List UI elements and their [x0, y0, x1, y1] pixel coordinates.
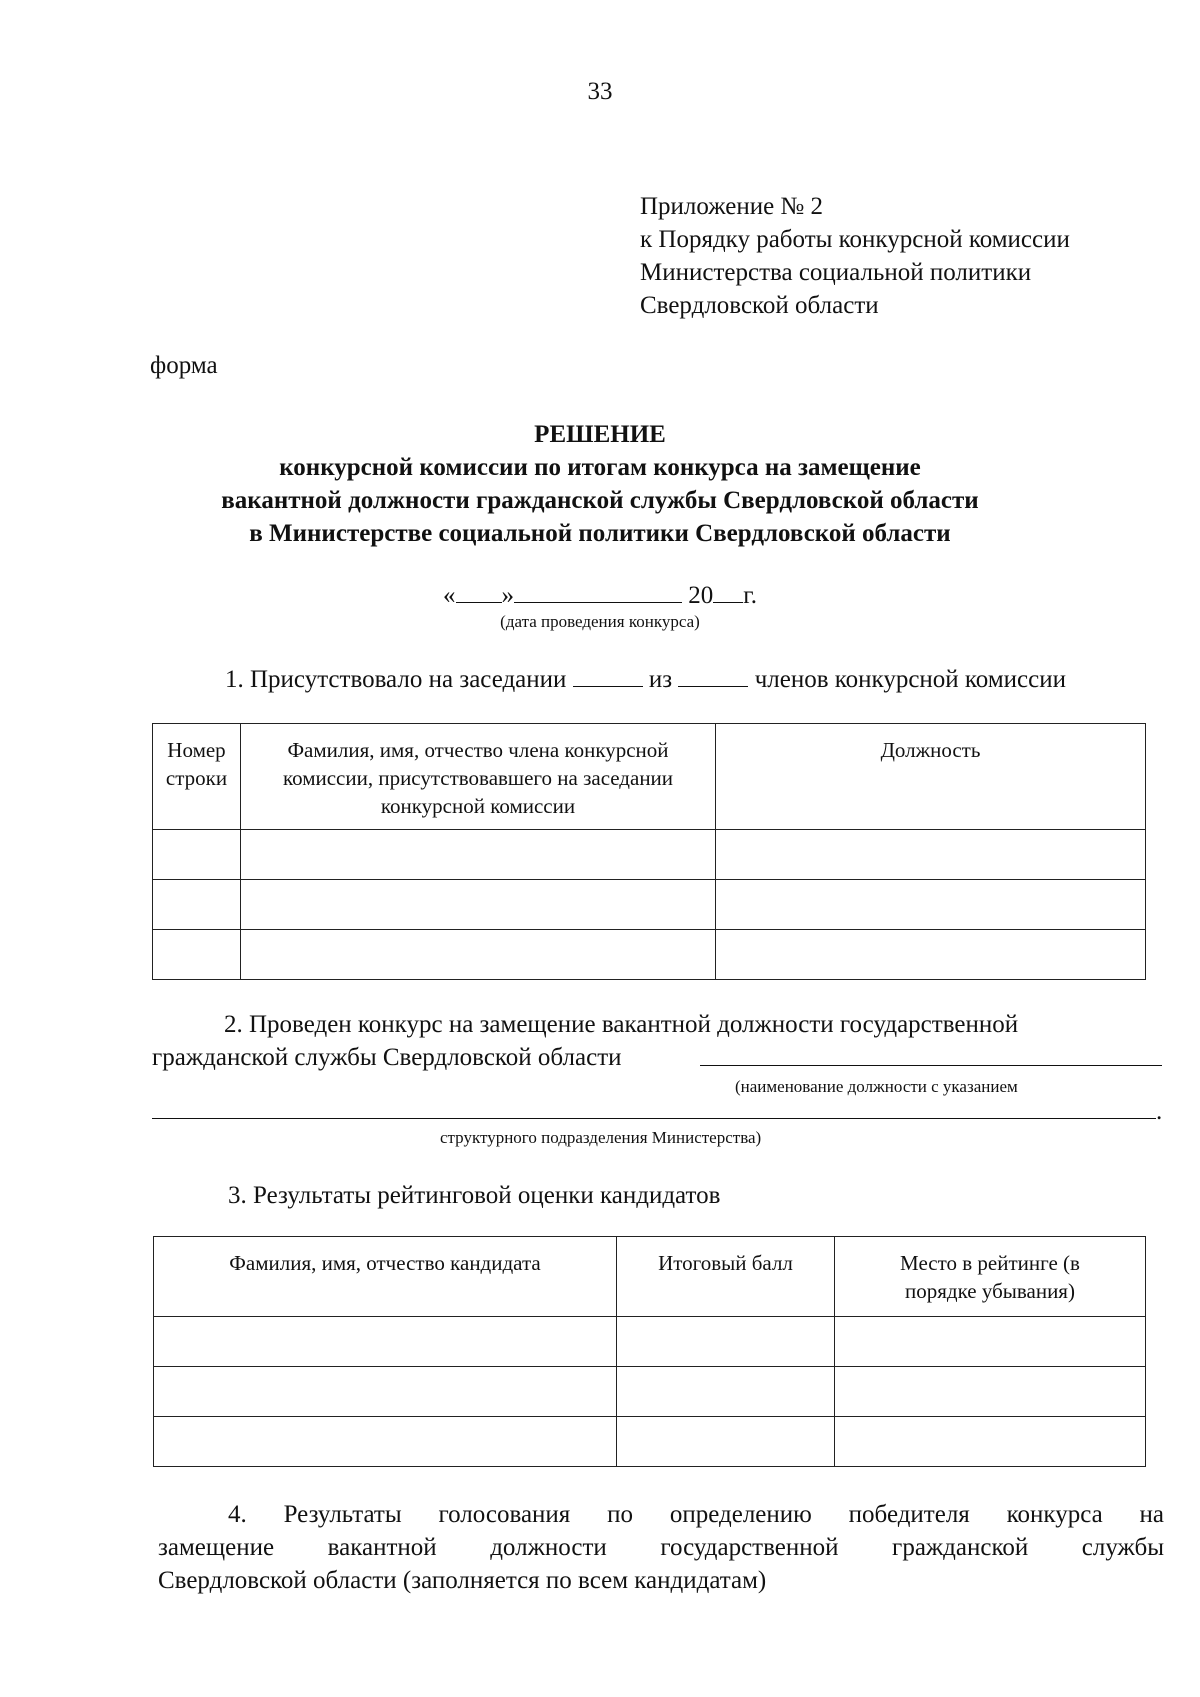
table-cell[interactable] [154, 1317, 617, 1367]
candidate-rating-table [153, 1236, 1146, 1467]
table-row [154, 1317, 1146, 1367]
table-row [153, 930, 1146, 980]
table-cell[interactable] [153, 930, 241, 980]
form-label: форма [150, 352, 218, 379]
line-period: . [1156, 1098, 1163, 1125]
appendix-line: Приложение № 2 [640, 193, 824, 220]
page-number: 33 [587, 78, 613, 105]
title-line: конкурсной комиссии по итогам конкурса на замещение [279, 454, 921, 481]
table-row [154, 1417, 1146, 1467]
section4-line: Свердловской области (заполняется по всем кандидатам) [158, 1567, 767, 1594]
table-row [154, 1367, 1146, 1417]
table-cell[interactable] [716, 930, 1146, 980]
month-blank[interactable] [514, 580, 682, 603]
date-line [0, 580, 1200, 610]
column-header-row-number: Номер строки [153, 724, 241, 830]
section-3-title: 3. Результаты рейтинговой оценки кандидатов [228, 1182, 721, 1209]
table-cell[interactable] [835, 1367, 1146, 1417]
section4-line: 4. Результаты голосования по определению победителя конкурса на [228, 1501, 1164, 1528]
table-cell[interactable] [835, 1317, 1146, 1367]
date-caption: (дата проведения конкурса) [500, 612, 700, 631]
column-header-member-name: Фамилия, имя, отчество члена конкурсной комиссии, присутствовавшего на заседании конкурсной комиссии [241, 724, 716, 830]
date-close-quote: » [501, 582, 515, 609]
commission-members-table [152, 723, 1146, 980]
department-caption: структурного подразделения Министерства) [440, 1128, 762, 1147]
title-heading: РЕШЕНИЕ [534, 421, 666, 448]
table-cell[interactable] [241, 930, 716, 980]
column-header-rank: Место в рейтинге (в порядке убывания) [835, 1237, 1146, 1317]
table-cell[interactable] [617, 1367, 835, 1417]
section-4 [158, 1498, 1164, 1597]
table-cell[interactable] [617, 1417, 835, 1467]
position-name-blank[interactable] [700, 1065, 1162, 1066]
table-cell[interactable] [154, 1367, 617, 1417]
year-blank[interactable] [713, 580, 743, 603]
year-prefix: 20 [688, 582, 714, 609]
table-cell[interactable] [153, 880, 241, 930]
position-caption: (наименование должности с указанием [735, 1077, 1018, 1096]
section4-line: замещение вакантной должности государственной гражданской службы [158, 1534, 1164, 1561]
table-cell[interactable] [835, 1417, 1146, 1467]
table-cell[interactable] [154, 1417, 617, 1467]
section-1 [150, 664, 1150, 694]
year-suffix: г. [743, 582, 757, 609]
table-cell[interactable] [716, 880, 1146, 930]
table-header-row [153, 724, 1146, 830]
table-cell[interactable] [153, 830, 241, 880]
table-row [153, 880, 1146, 930]
column-header-position: Должность [716, 724, 1146, 830]
appendix-block [640, 190, 1070, 322]
table-cell[interactable] [241, 830, 716, 880]
title-line: вакантной должности гражданской службы Свердловской области [221, 487, 979, 514]
appendix-line: Министерства социальной политики [640, 259, 1032, 286]
section2-text: гражданской службы Свердловской области [152, 1044, 622, 1071]
table-cell[interactable] [716, 830, 1146, 880]
section2-text: 2. Проведен конкурс на замещение вакантной должности государственной [224, 1011, 1019, 1038]
date-open-quote: « [443, 582, 456, 609]
column-header-candidate-name: Фамилия, имя, отчество кандидата [154, 1237, 617, 1317]
column-header-total-score: Итоговый балл [617, 1237, 835, 1317]
table-row [153, 830, 1146, 880]
document-title [0, 418, 1200, 550]
section1-text: 1. Присутствовало на заседании [225, 666, 567, 693]
day-blank[interactable] [456, 580, 502, 603]
appendix-line: к Порядку работы конкурсной комиссии [640, 226, 1070, 253]
present-count-blank[interactable] [573, 664, 643, 687]
table-cell[interactable] [241, 880, 716, 930]
table-header-row [154, 1237, 1146, 1317]
table-cell[interactable] [617, 1317, 835, 1367]
title-line: в Министерстве социальной политики Свердловской области [249, 520, 951, 547]
section1-text: из [648, 666, 673, 693]
department-blank[interactable] [152, 1118, 1156, 1119]
total-count-blank[interactable] [678, 664, 748, 687]
appendix-line: Свердловской области [640, 292, 879, 319]
section1-text: членов конкурсной комиссии [754, 666, 1066, 693]
